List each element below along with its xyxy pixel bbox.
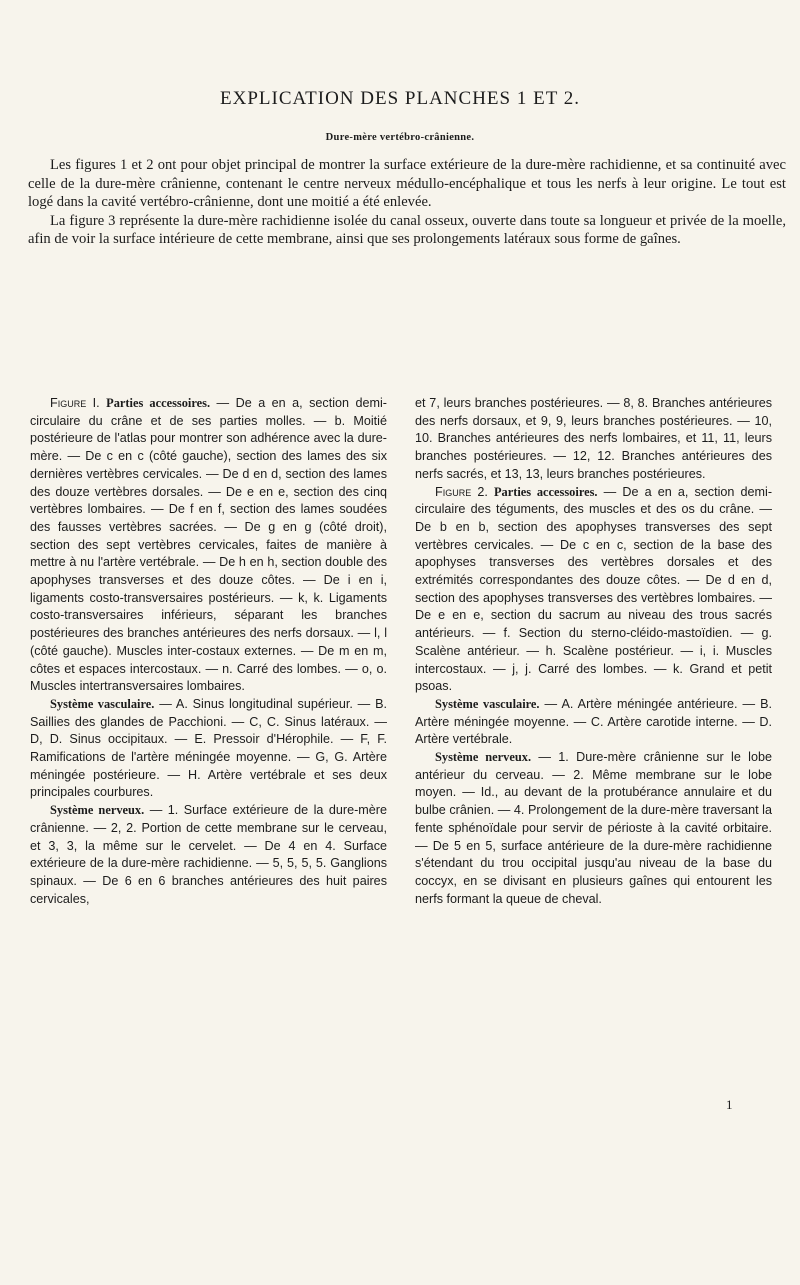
right-column [415,395,772,908]
paragraph-text: — 1. Dure-mère crânienne sur le lobe antérieur du cerveau. — 2. Même membrane sur le lobe moyen. — Id., au devant de la protubérance annulaire et du bulbe crânien. — 4. Prolongement de la dure-mère traversant la fente sphénoïdale pour servir de périoste à la cavité orbitaire. — De 5 en 5, surface antérieure de la dure-mère rachidienne s'étendant du trou occipital jusqu'au niveau de la base du coccyx, en se divisant en plusieurs gaînes qui entourent les nerfs formant la queue de cheval. [415,750,772,906]
section-lead: Parties accessoires. [106,396,211,410]
section-lead: Système nerveux. [435,750,532,765]
section-subtitle: Dure-mère vertébro-crânienne. [325,132,475,143]
paragraph-text: — De a en a, section demi-circulaire des téguments, des muscles et des os du crâne. — De b en b, section des apophyses transverses des sept vertèbres cervicales. — De c en c, section de la base des apophyses transverses des vertèbres dorsales et des extrémités correspondantes des douze côtes. — De d en d, section des apophyses transverses des vertèbres lombaires. — De e en e, section du sacrum au niveau des trous sacrés antérieurs. — f. Section du sterno-cléido-mastoïdien. — g. Scalène antérieur. — h. Scalène postérieur. — i, i. Muscles intercostaux. — j, j. Carré des lombes. — k. Grand et petit psoas. [415,484,773,694]
paragraph-text: — A. Artère méningée antérieure. — B. Artère méningée moyenne. — C. Artère carotide interne. — D. Artère vertébrale. [415,696,773,747]
figure-label: Figure 2. [435,484,488,499]
paragraph [415,696,772,749]
paragraph-text: — 1. Surface extérieure de la dure-mère crânienne. — 2, 2. Portion de cette membrane sur le cerveau, et 3, 3, la même sur le cervelet. — De 4 en 4. Surface extérieure de la dure-mère rachidienne. — 5, 5, 5, 5. Ganglions spinaux. — De 6 en 6 branches antérieures des huit paires cervicales, [30,803,387,906]
page-title: EXPLICATION DES PLANCHES 1 ET 2. [220,88,580,109]
left-column [30,395,387,908]
paragraph-text: — A. Sinus longitudinal supérieur. — B. Saillies des glandes de Pacchioni. — C, C. Sinus latéraux. — D, D. Sinus occipitaux. — E. Pressoir d'Hérophile. — F, F. Ramifications de l'artère méningée moyenne. — G, G. Artère méningée postérieure. — H. Artère vertébrale et ses deux principales courbures. [30,696,388,800]
intro-text [28,156,786,249]
paragraph [415,749,772,908]
paragraph-text: — De a en a, section demi-circulaire du crâne et de ses parties molles. — b. Moitié postérieure de l'atlas pour montrer son adhérence avec la dure-mère. — De c en c (côté gauche), section des lames des six dernières vertèbres cervicales. — De d en d, section des lames des douze vertèbres dorsales. — De e en e, section des cinq vertèbres lombaires. — De f en f, section des lames soudées des fausses vertèbres sacrées. — De g en g (côté droit), section des sept vertèbres cervicales, faites de manière à mettre à nu l'artère vertébrale. — De h en h, section double des apophyses transverses et des douze côtes. — De i en i, ligaments costo-transversaires postérieurs. — k, k. Ligaments costo-transversaires inférieurs, séparant les branches postérieures des branches antérieures des nerfs dorsaux. — l, l (côté gauche). Muscles inter-costaux externes. — De m en m, côtes et espaces intercostaux. — n. Carré des lombes. — o, o. Muscles intertransversaires lombaires. [30,396,388,694]
paragraph [30,696,387,802]
intro-paragraph: Les figures 1 et 2 ont pour objet principal de montrer la surface extérieure de la dure-mère rachidienne, et sa continuité avec celle de la dure-mère crânienne, contenant le centre nerveux médullo-encéphalique et tous les nerfs à leur origine. Le tout est logé dans la cavité vertébro-crânienne, dont une moitié a été enlevée. [28,157,786,210]
paragraph [415,484,772,696]
paragraph-text: et 7, leurs branches postérieures. — 8, 8. Branches antérieures des nerfs dorsaux, et 9, 9, leurs branches postérieures. — 10, 10. Branches antérieures des nerfs lombaires, et 11, 11, leurs branches postérieures. — 12, 12. Branches antérieures des nerfs sacrés, et 13, 13, leurs branches postérieures. [415,396,772,481]
figure-label: Figure I. [50,396,100,410]
section-lead: Système vasculaire. [435,696,540,711]
paragraph [30,802,387,908]
paragraph [30,395,387,696]
section-lead: Parties accessoires. [493,484,598,499]
section-lead: Système nerveux. [50,803,145,818]
section-lead: Système vasculaire. [50,696,155,711]
paragraph [415,395,772,484]
intro-paragraph: La figure 3 représente la dure-mère rachidienne isolée du canal osseux, ouverte dans toute sa longueur et privée de la moelle, afin de voir la surface intérieure de cette membrane, ainsi que ses prolongements latéraux sous forme de gaînes. [28,212,786,247]
page-number: 1 [726,1097,733,1112]
